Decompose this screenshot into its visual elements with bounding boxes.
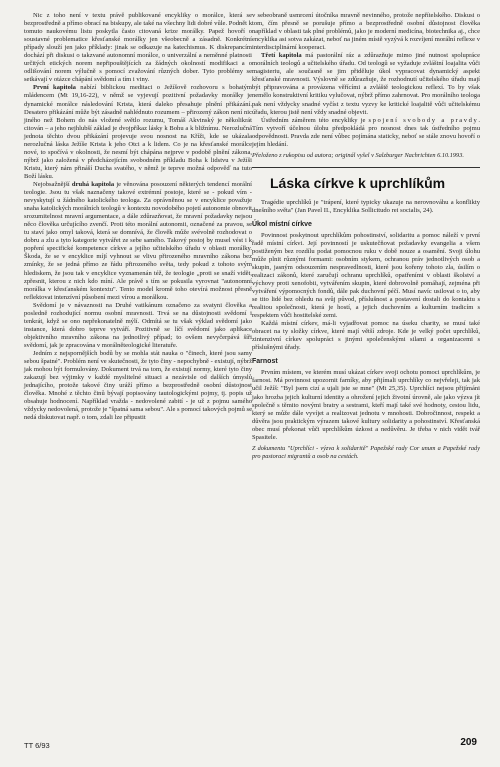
journal-issue: TT 6/93 — [24, 741, 50, 750]
section-heading: Farnost — [252, 358, 278, 366]
paragraph — [252, 52, 480, 116]
paragraph: Povinnost poskytnout uprchlíkům pohostinství, solidaritu a pomoc náleží v první řadě místní církvi. Její povinností je uskutečňovat požadavky evangelia a všem postiženým bez rozdílu podat pomocnou ruku v době nouze a osamění. Svoji úlohu může plnit různými formami: osobním stykem, ochranou práv jednotlivých osob a skupin, jasným odsouzením nespravedlnosti, které jsou kořeny tohoto zla, úsilím o realizaci zákonů, které zaručují ochranu uprchlíků, opatřeními v oblasti školství a výchovy proti xenofobii, vytvářením skupin, které dobrovolně pomáhají, zejména při vytváření výpomocných fondů, dále pak duchovní péčí. Musí navíc usilovat o to, aby se tito lidé bez ohledu na svůj původ, příslušnost a postavení dostali do kontaktu s realitou společnosti, která je hostí, a jejich duchovním a kulturním tradicím s respektem vůči hostitelské zemi. — [252, 231, 480, 320]
paragraph-start: Nejobsažnější — [33, 180, 72, 188]
paragraph: Svědomí je v návaznosti na Druhé vatikánum označeno za svatyni člověka a posledně rozhodující normu osobní mravnosti. Trvá se na důstojnosti svědomí i tenkrát, když se ono nepřekonatelně mýlí. Odmítá se tu však výklad svědomí jako instance, která dobro teprve vytváří. Pozitivně se líčí svědomí jako aplikace objektivního mravního zákona na jednotlivý případ; to ovšem nevyčerpává šíři svědomí, jak je zpracována v morálněteologické literatuře. — [24, 301, 252, 349]
paragraph — [24, 84, 252, 181]
paragraph-text: je věnována posouzení některých tendencí morální teologie. Jsou tu však naznačeny takové extrémní postoje, které se - pokud vím - nevyskytují u žádného katolického teologa. Za oprávněnou se v encyklice považuje snaha katolických morálních teologů v kontextu novodobého pojetí autonomie obnovit srozumitelnost mravní argumentace, a dále zdůrazňovat, že mravní požadavky nejsou něco člověka určujícího zvenčí. Proti této morální autonomii, označené za pravou, se tu staví jako omyl taková, která se domnívá, že člověk může svévolně rozhodovat o dobru a zlu a tyto kategorie vytvářet ze sebe samého. Takový postoj by musel vést i k popření specifické kompetence církve a jejího učitelského úřadu v oblasti morálky. Škoda, že se v encyklice míjí vyhnout se vlivu přirozeného mravního zákona bez zmínky, že se jedná přímo ze řádu přirozeného světa, tedy pokud z tohoto svým hlediskem, že jsou tak v encyklice vyznamenán též, že teologie „proti se snaží vidět, zpřesnit, kterou z nich kdo míní. Ale právě s tím se pokusila vyrovnat "autonomní morálka v křesťanském kontextu". Tento model kromě toho otevírá možnost přesně reflektovat intenzívní působení mezi vírou a morálkou. — [24, 180, 252, 301]
bold-lead: První kapitola — [33, 84, 76, 92]
page-number: 209 — [460, 737, 477, 748]
section-divider — [252, 167, 480, 168]
right-column — [252, 12, 480, 460]
paragraph-text: nabízí biblickou meditaci o Ježíšově rozhovoru s bohatým mládencem (Mt 19,16-22), v němž se vyjevují pozitivní požadavky morálky je dynamické morálce následování Krista, která daleko přesahuje plnění přikázání. Desatero přikázání může být zásadně nahlédnuto rozumem – přirozený zákon není nic jiného než Bohem do nás vložené světlo rozumu, Tomáš Akvinský je několikrát citován – a jeho nejhlubší základ je dvojpříkaz lásky k Bohu a k bližnímu. Nerozlučná jednota těchto dvou přikázání projevuje svou nosnost na Kříži, kde se ukázala nerozlučná láska Ježíše Krista k jeho Otci a k lidem. Co je na křesťanské morálce nové, to spočívá v okolnosti, že nesmí být chápána nejprve v podobě plnění zákona, nýbrž jako založená v předcházejícím svobodném příkladu Boha k lidstvu v Ježíši Kristu, který nám přináší Ducha svatého, v němž je teprve možná odpověď na tuto Boží lásku. — [24, 84, 252, 180]
left-column — [24, 12, 252, 422]
paragraph — [24, 181, 252, 302]
spaced-emphasis: spojení svobody a pravdy — [368, 116, 479, 124]
lead-paragraph: Tragédie uprchlíků je "trápení, které typicky ukazuje na nerovnováhu a konflikty dnešního světa" (Jan Pavel II., Encyklika Sollicitudo rei socialis, 24). — [252, 198, 480, 214]
paragraph: Prvním místem, ve kterém musí ukázat církev svoji ochotu pomoci uprchlíkům, je farnost. Má povinnost upozornit farníky, aby přijímali uprchlíky co nejvřeleji, tak jak učil Ježíš: "Byl jsem cizí a ujali jste se mne" (Mt 25,35). Uprchlíci nejsou přijímáni jako hrozba jejich kulturní identity a ohrožení jejich životní úrovně, ale jako výzva jít společně s těmito novými bratry a sestrami, kteří mají také své hodnoty, cestou lidu, který se může dále vyvíjet a realizovat jednotu v mnohosti. Dobročinnost, respekt a důvěra jsou praktickým výrazem takové kultury solidarity a pohostinství. Křesťanská obec musí překonat vůči uprchlíkům úzkost a nedůvěru. Je třeba v nich vidět tvář Spasitele. — [252, 369, 480, 441]
translation-note: Přeloženo z rukopisu od autora; originál vyšel v Salzburger Nachrichten 6.10.1993. — [252, 151, 464, 159]
article-title: Láska církve k uprchlíkům — [270, 174, 446, 191]
source-note: Z dokumentu "Uprchlíci - výzva k solidaritě" Papežské rady Cor unum a Papežské rady pro pastoraci migrantů a osob na cestách. — [252, 444, 480, 460]
paragraph: v sebeobraně usmrcení útočníka mravně nevinného, protože nepřítelského. Diskusi o tom, čím přesně se porušuje přímo a bezprostředně osobní důstojnost člověka například v oblasti tak plné problémů, jako je moderní medicína, biotechnika aj., chce encyklika asi sotva zakázat, neboť na jiném místě vyzývá k rozvíjení morální reflexe v interdisciplinární kooperaci. — [252, 12, 480, 52]
bold-lead: druhá kapitola — [71, 180, 115, 188]
paragraph: Nic z toho není v textu právě publikované encykliky o morálce, která se bezprostředně a přímo obrací na biskupy, ale také na všechny lidi dobré vůle. Podnět k tomuto naukovému listu poskytla často citovaná krize morálky. Papež hovoří o soustavné problematice křesťanské morálky jen všeobecně a zásadně. Konkrétní případy slouží jen jako příklady: jinak se odkazuje na katechismus. K diskrepancím dochází při diskusi o takzvané autonomní morálce, o univerzální a neměnné platnosti určitých etických norem nepřipouštějících za žádných okolností modifikaci a o odlišování norem výlučně s pomocí zvažování různých dober. Tyto problémy se setkávají v otázce chápání svědomí a tím i viny. — [24, 12, 252, 84]
paragraph-text: má pastorální ráz a zdůrazňuje mimo jiné nutnost spolupráce morálních teologů a učitelského úřadu. Od teologů se vyžaduje zvláštní loajalita vůči magisteriu, ale současně se jim přiděluje úkol vypracovat dynamický aspekt křesťanské mravnosti. Výslovně se zdůrazňuje, že rozhodnutí učitelského úřadu mají být připravována a provázena věřícími a zvláště teologickou reflexí. To by však nemělo konstruktivní kritiku vylučovat, nýbrž přímo zahrnovat. Pro morálního teologa pak není vždycky snadné vyčíst z textu vyzvy ke kritické loajalitě vůči učitelskému úřadu, kterou jistě není vždy snadné objevit. — [252, 52, 480, 116]
paragraph-text: . Tím vytvoří účelnou úlohu předpokládá pro nosnost dnes tak ústředního pojmu odpovědnosti. Pravda zde není vůbec pojímána staticky, neboť se stále znovu hovoří o jejím hledání. — [252, 116, 481, 148]
paragraph: Každá místní církev, má-li vyjadřovat pomoc na úseku charity, se musí také obracet na ty složky církve, které mají větší zdroje. Kde je velký počet uprchlíků, zintenzivní církev spolupráci s jinými společenskými silami a organizacemi s příslušnými úřady. — [252, 320, 480, 352]
paragraph-start: Ústředním záměrem této encykliky je — [261, 116, 369, 124]
section-heading: Úkol místní církve — [252, 220, 312, 228]
bold-lead: Třetí kapitola — [261, 52, 302, 60]
paragraph — [252, 117, 480, 149]
paragraph: Jedním z nejspornějších bodů by se mohla stát nauka o "činech, které jsou samy sebou špatné". Problém není ve skutečnosti, že tyto činy - nepochybně - existují, nýbrž jak mohou být formulovány. Dokument trvá na tom, že existují normy, které tyto činy zakazují bez výjimky v každé myslitelné situaci a nezávisle od dalších úmyslů jednajícího, protože takové činy uráží přímo a bezprostředně osobní důstojnost člověka. Mnohé z těchto činů bývají popisovány tautologickými pojmy, tj. popis už obsahuje hodnocení. Například vražda - nedovolené zabití - je už z pojmu samého vždycky nedovolená, protože je "špatná sama sebou". Ale s pomocí takových pojmů se nedá diskutovat např. o tom, zdali lze připustit — [24, 349, 252, 422]
